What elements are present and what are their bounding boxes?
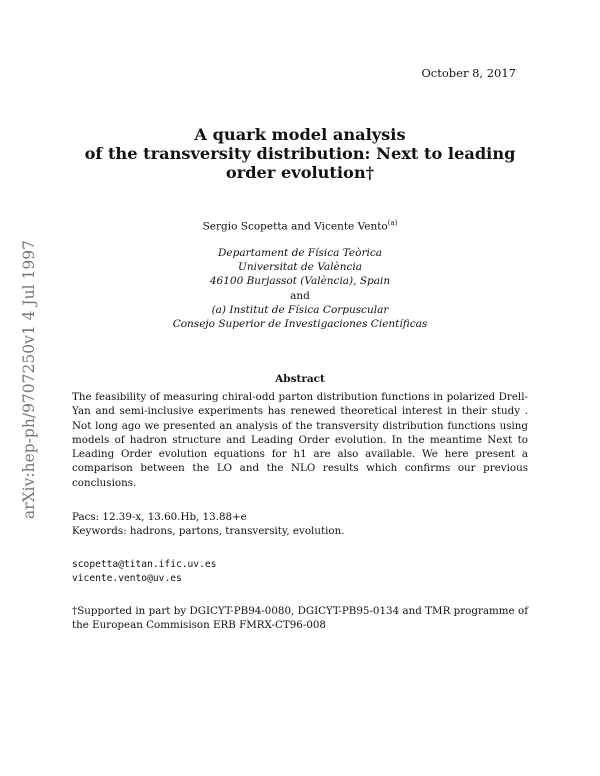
affiliations — [60, 246, 540, 331]
document-date: October 8, 2017 — [421, 66, 516, 80]
paper-title — [60, 125, 540, 182]
affiliation-connector: and — [290, 289, 310, 302]
title-line-1: A quark model analysis — [194, 125, 406, 144]
abstract-heading: Abstract — [275, 373, 325, 385]
arxiv-identifier: arXiv:hep-ph/9707250v1 4 Jul 1997 — [20, 240, 38, 519]
title-line-3: order evolution† — [225, 163, 375, 182]
abstract-text: The feasibility of measuring chiral-odd parton distribution functions in polarized Drell-Yan and semi-inclusive experiments has renewed theoretical interest in their study . Not long ago we presented an analysis of the transversity distribution functions using models of hadron structure and Leading Order evolution. In the meantime Next to Leading Order evolution equations for h1 are also available. We here present a comparison between the LO and the NLO results which confirms our previous conclusions. — [72, 391, 528, 489]
affiliation-line: Universitat de València — [238, 261, 362, 274]
contact-emails — [72, 558, 216, 587]
classification — [72, 510, 345, 539]
affiliation-line: (a) Institut de Física Corpuscular — [211, 303, 389, 316]
email-link[interactable]: vicente.vento@uv.es — [72, 573, 182, 585]
email-link[interactable]: scopetta@titan.ific.uv.es — [72, 559, 217, 570]
title-line-2: of the transversity distribution: Next to leading — [84, 144, 516, 163]
affiliation-line: Departament de Física Teòrica — [218, 247, 382, 259]
affiliation-line: Consejo Superior de Investigaciones Científicas — [172, 318, 428, 331]
authors-text: Sergio Scopetta and Vicente Vento — [202, 220, 388, 233]
pacs-codes: Pacs: 12.39-x, 13.60.Hb, 13.88+e — [72, 511, 247, 523]
keywords: Keywords: hadrons, partons, transversity, evolution. — [72, 525, 345, 538]
funding-footnote: †Supported in part by DGICYT-PB94-0080, DGICYT-PB95-0134 and TMR programme of the European Commisison ERB FMRX-CT96-008 — [72, 605, 528, 632]
author-list — [60, 219, 540, 233]
affiliation-line: 46100 Burjassot (València), Spain — [209, 275, 391, 288]
author-affiliation-mark: (a) — [387, 219, 398, 227]
